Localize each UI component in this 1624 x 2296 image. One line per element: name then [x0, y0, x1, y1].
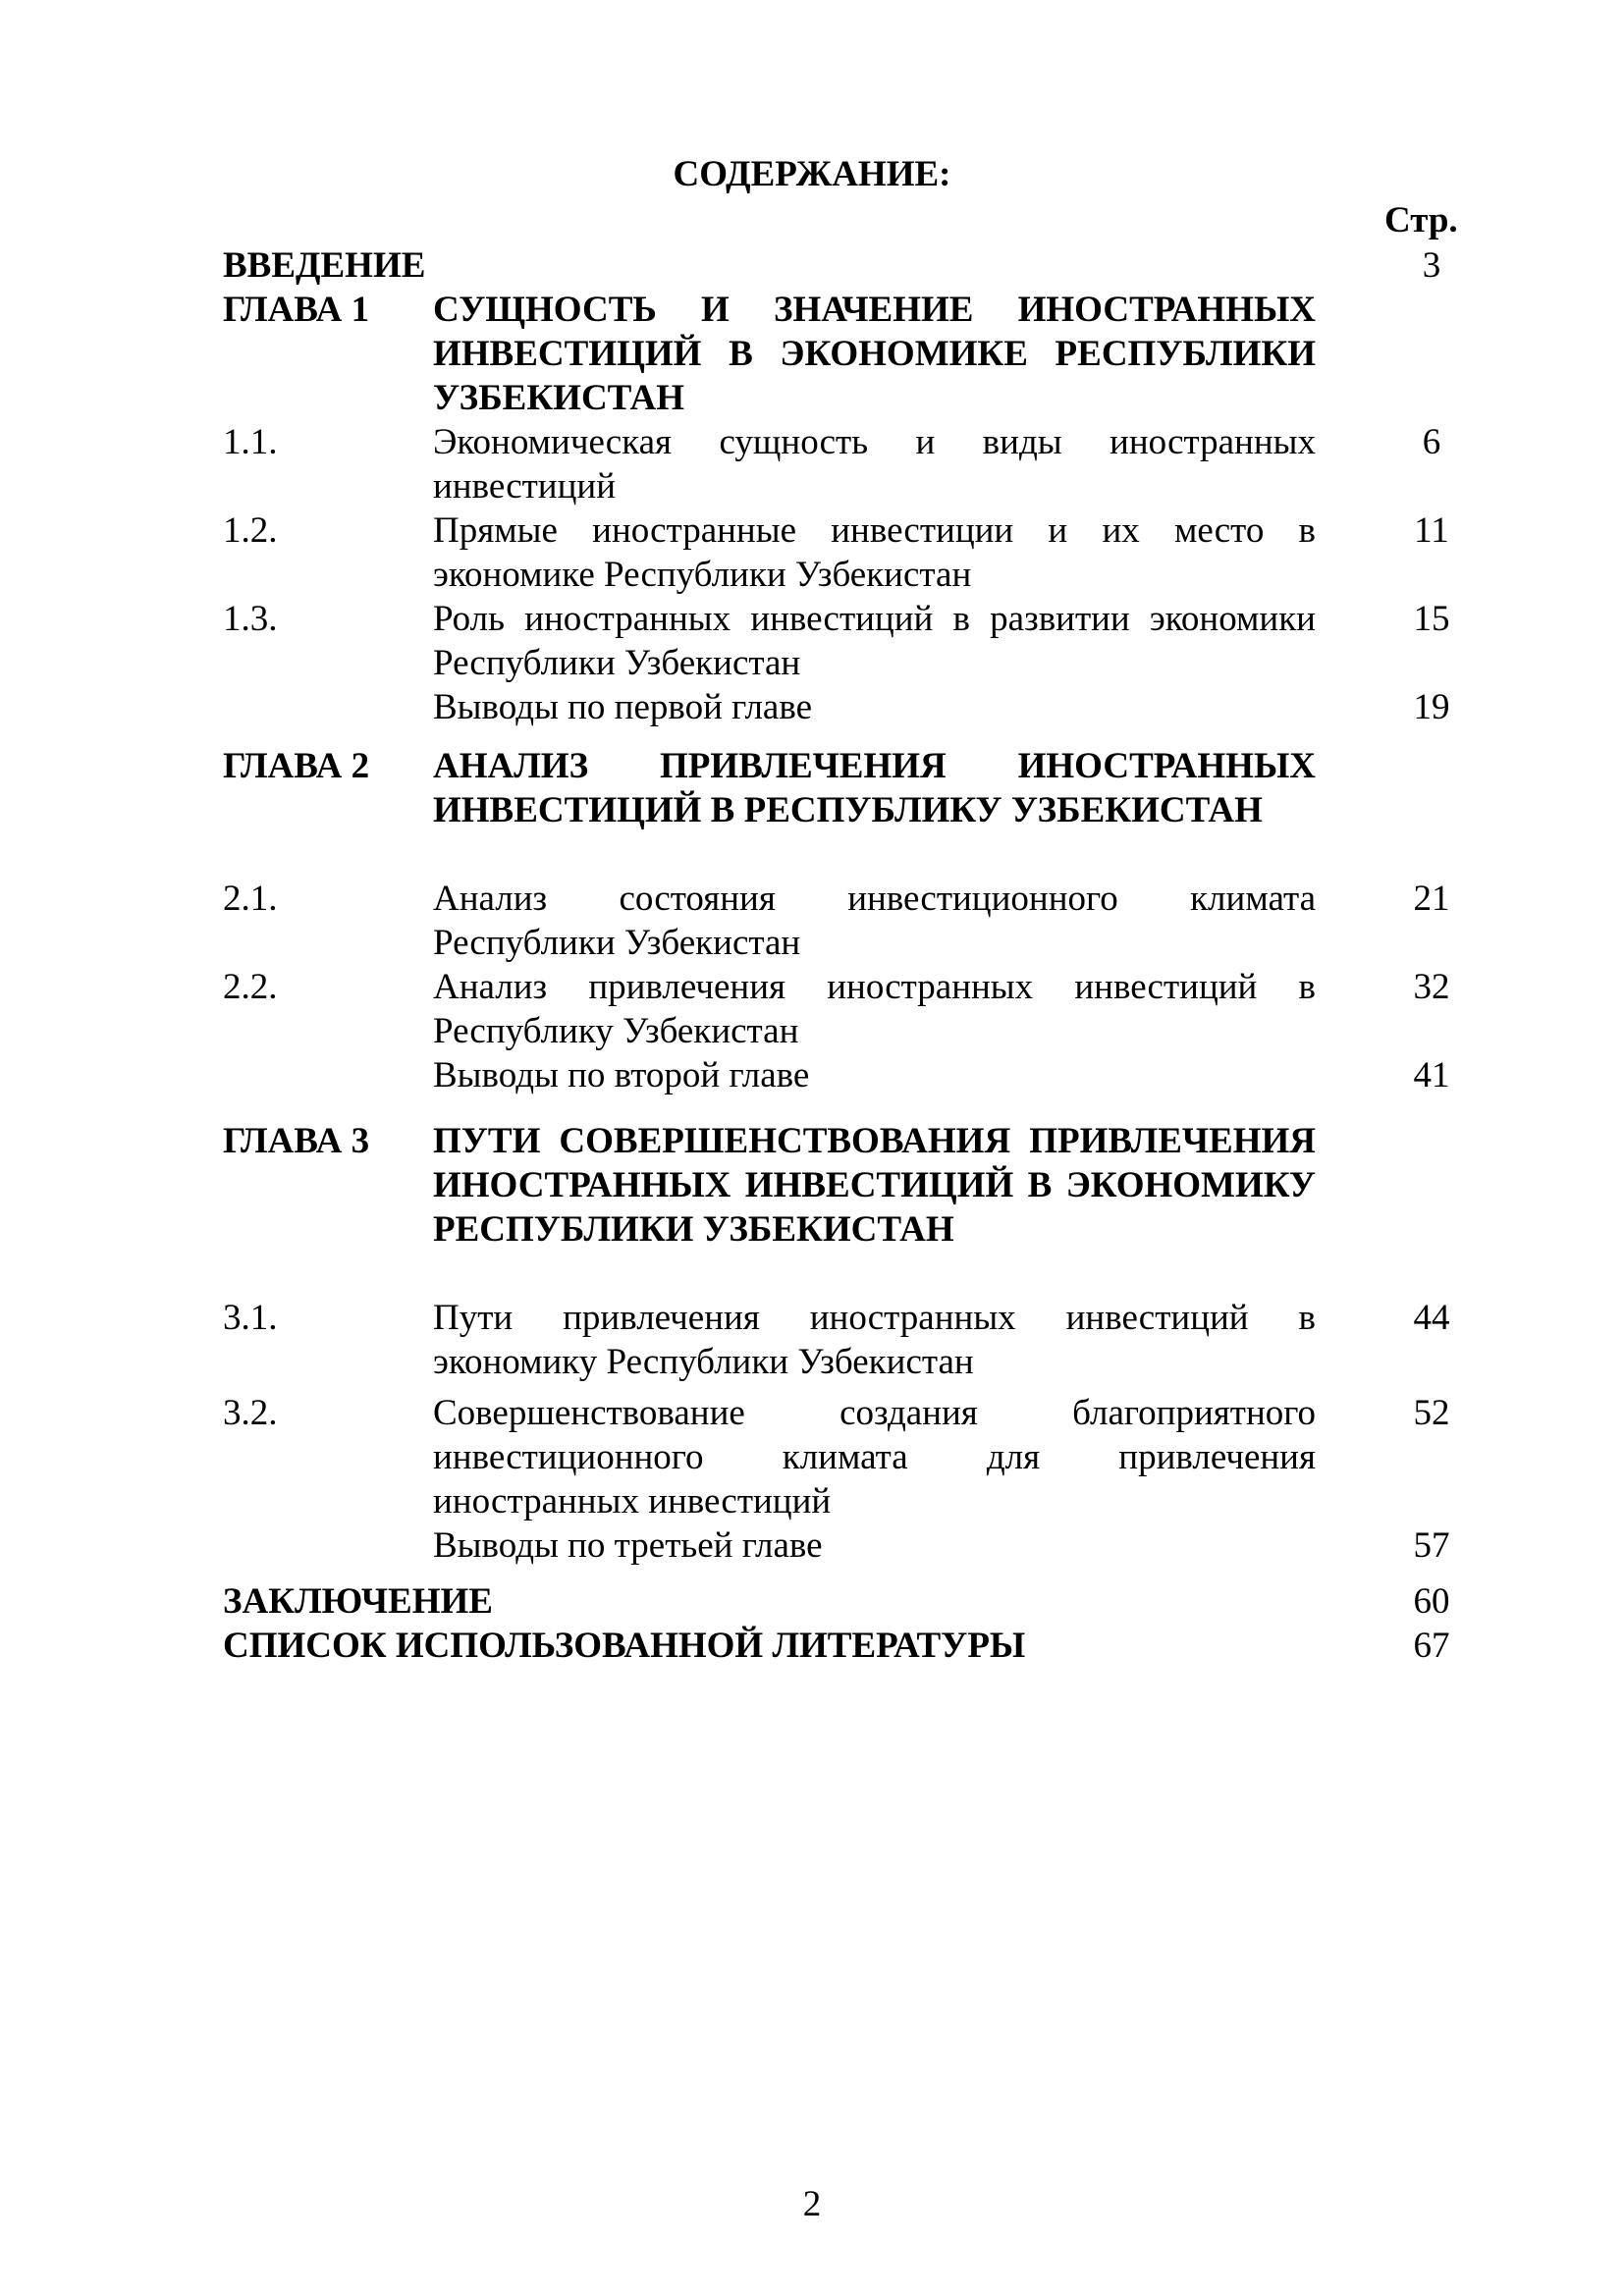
- page-column-header: Стр.: [1384, 200, 1458, 240]
- toc-entry-page: 60: [1413, 1581, 1450, 1622]
- toc-entry-number: 1.3.: [223, 599, 278, 639]
- toc-entry-title: Выводы по первой главе: [433, 687, 813, 727]
- toc-entry-page: 6: [1422, 422, 1441, 462]
- toc-entry-number: 3.2.: [223, 1393, 278, 1433]
- toc-entry-title: ВВЕДЕНИЕ: [223, 245, 426, 286]
- toc-entry-number: ГЛАВА 3: [223, 1121, 370, 1161]
- toc-entry-page: 41: [1413, 1055, 1450, 1095]
- toc-entry-title: Экономическая сущность и виды иностранных инвестиций: [433, 422, 1316, 507]
- toc-entry-page: 67: [1413, 1626, 1450, 1666]
- toc-entry-page: 52: [1413, 1393, 1450, 1433]
- toc-entry-number: 1.2.: [223, 510, 278, 551]
- toc-entry-page: 19: [1413, 687, 1450, 727]
- toc-entry-title: Роль иностранных инвестиций в развитии экономики Республики Узбекистан: [433, 599, 1316, 683]
- toc-entry-number: ГЛАВА 2: [223, 746, 370, 786]
- toc-entry-title: Выводы по третьей главе: [433, 1525, 823, 1566]
- toc-entry-number: ГЛАВА 1: [223, 290, 370, 330]
- toc-entry-page: 21: [1413, 879, 1450, 919]
- toc-entry-page: 44: [1413, 1298, 1450, 1338]
- toc-entry-title: Анализ состояния инвестиционного климата Республики Узбекистан: [433, 879, 1316, 963]
- toc-entry-title: Выводы по второй главе: [433, 1055, 810, 1095]
- toc-entry-number: 3.1.: [223, 1298, 278, 1338]
- toc-entry-number: 2.2.: [223, 967, 278, 1007]
- toc-title: СОДЕРЖАНИЕ:: [673, 154, 951, 194]
- toc-entry-page: 32: [1413, 967, 1450, 1007]
- toc-entry-number: 1.1.: [223, 422, 278, 462]
- toc-entry-title: Пути привлечения иностранных инвестиций в экономику Республики Узбекистан: [433, 1298, 1316, 1382]
- toc-entry-page: 11: [1414, 510, 1449, 551]
- toc-entry-title: Прямые иностранные инвестиции и их место в экономике Республики Узбекистан: [433, 510, 1316, 595]
- toc-entry-title: АНАЛИЗ ПРИВЛЕЧЕНИЯ ИНОСТРАННЫХ ИНВЕСТИЦИЙ В РЕСПУБЛИКУ УЗБЕКИСТАН: [433, 746, 1316, 830]
- toc-entry-title: ЗАКЛЮЧЕНИЕ: [223, 1581, 493, 1622]
- page-number: 2: [802, 2184, 822, 2224]
- toc-entry-title: СУЩНОСТЬ И ЗНАЧЕНИЕ ИНОСТРАННЫХ ИНВЕСТИЦИЙ В ЭКОНОМИКЕ РЕСПУБЛИКИ УЗБЕКИСТАН: [433, 290, 1316, 418]
- toc-entry-title: СПИСОК ИСПОЛЬЗОВАННОЙ ЛИТЕРАТУРЫ: [223, 1626, 1026, 1666]
- toc-entry-page: 3: [1422, 245, 1441, 286]
- toc-entry-title: ПУТИ СОВЕРШЕНСТВОВАНИЯ ПРИВЛЕЧЕНИЯ ИНОСТРАННЫХ ИНВЕСТИЦИЙ В ЭКОНОМИКУ РЕСПУБЛИКИ УЗБЕКИСТАН: [433, 1121, 1316, 1250]
- toc-entry-page: 57: [1413, 1525, 1450, 1566]
- toc-entry-number: 2.1.: [223, 879, 278, 919]
- toc-entry-title: Совершенствование создания благоприятного инвестиционного климата для привлечения иностранных инвестиций: [433, 1393, 1316, 1522]
- toc-entry-title: Анализ привлечения иностранных инвестиций в Республику Узбекистан: [433, 967, 1316, 1051]
- toc-entry-page: 15: [1413, 599, 1450, 639]
